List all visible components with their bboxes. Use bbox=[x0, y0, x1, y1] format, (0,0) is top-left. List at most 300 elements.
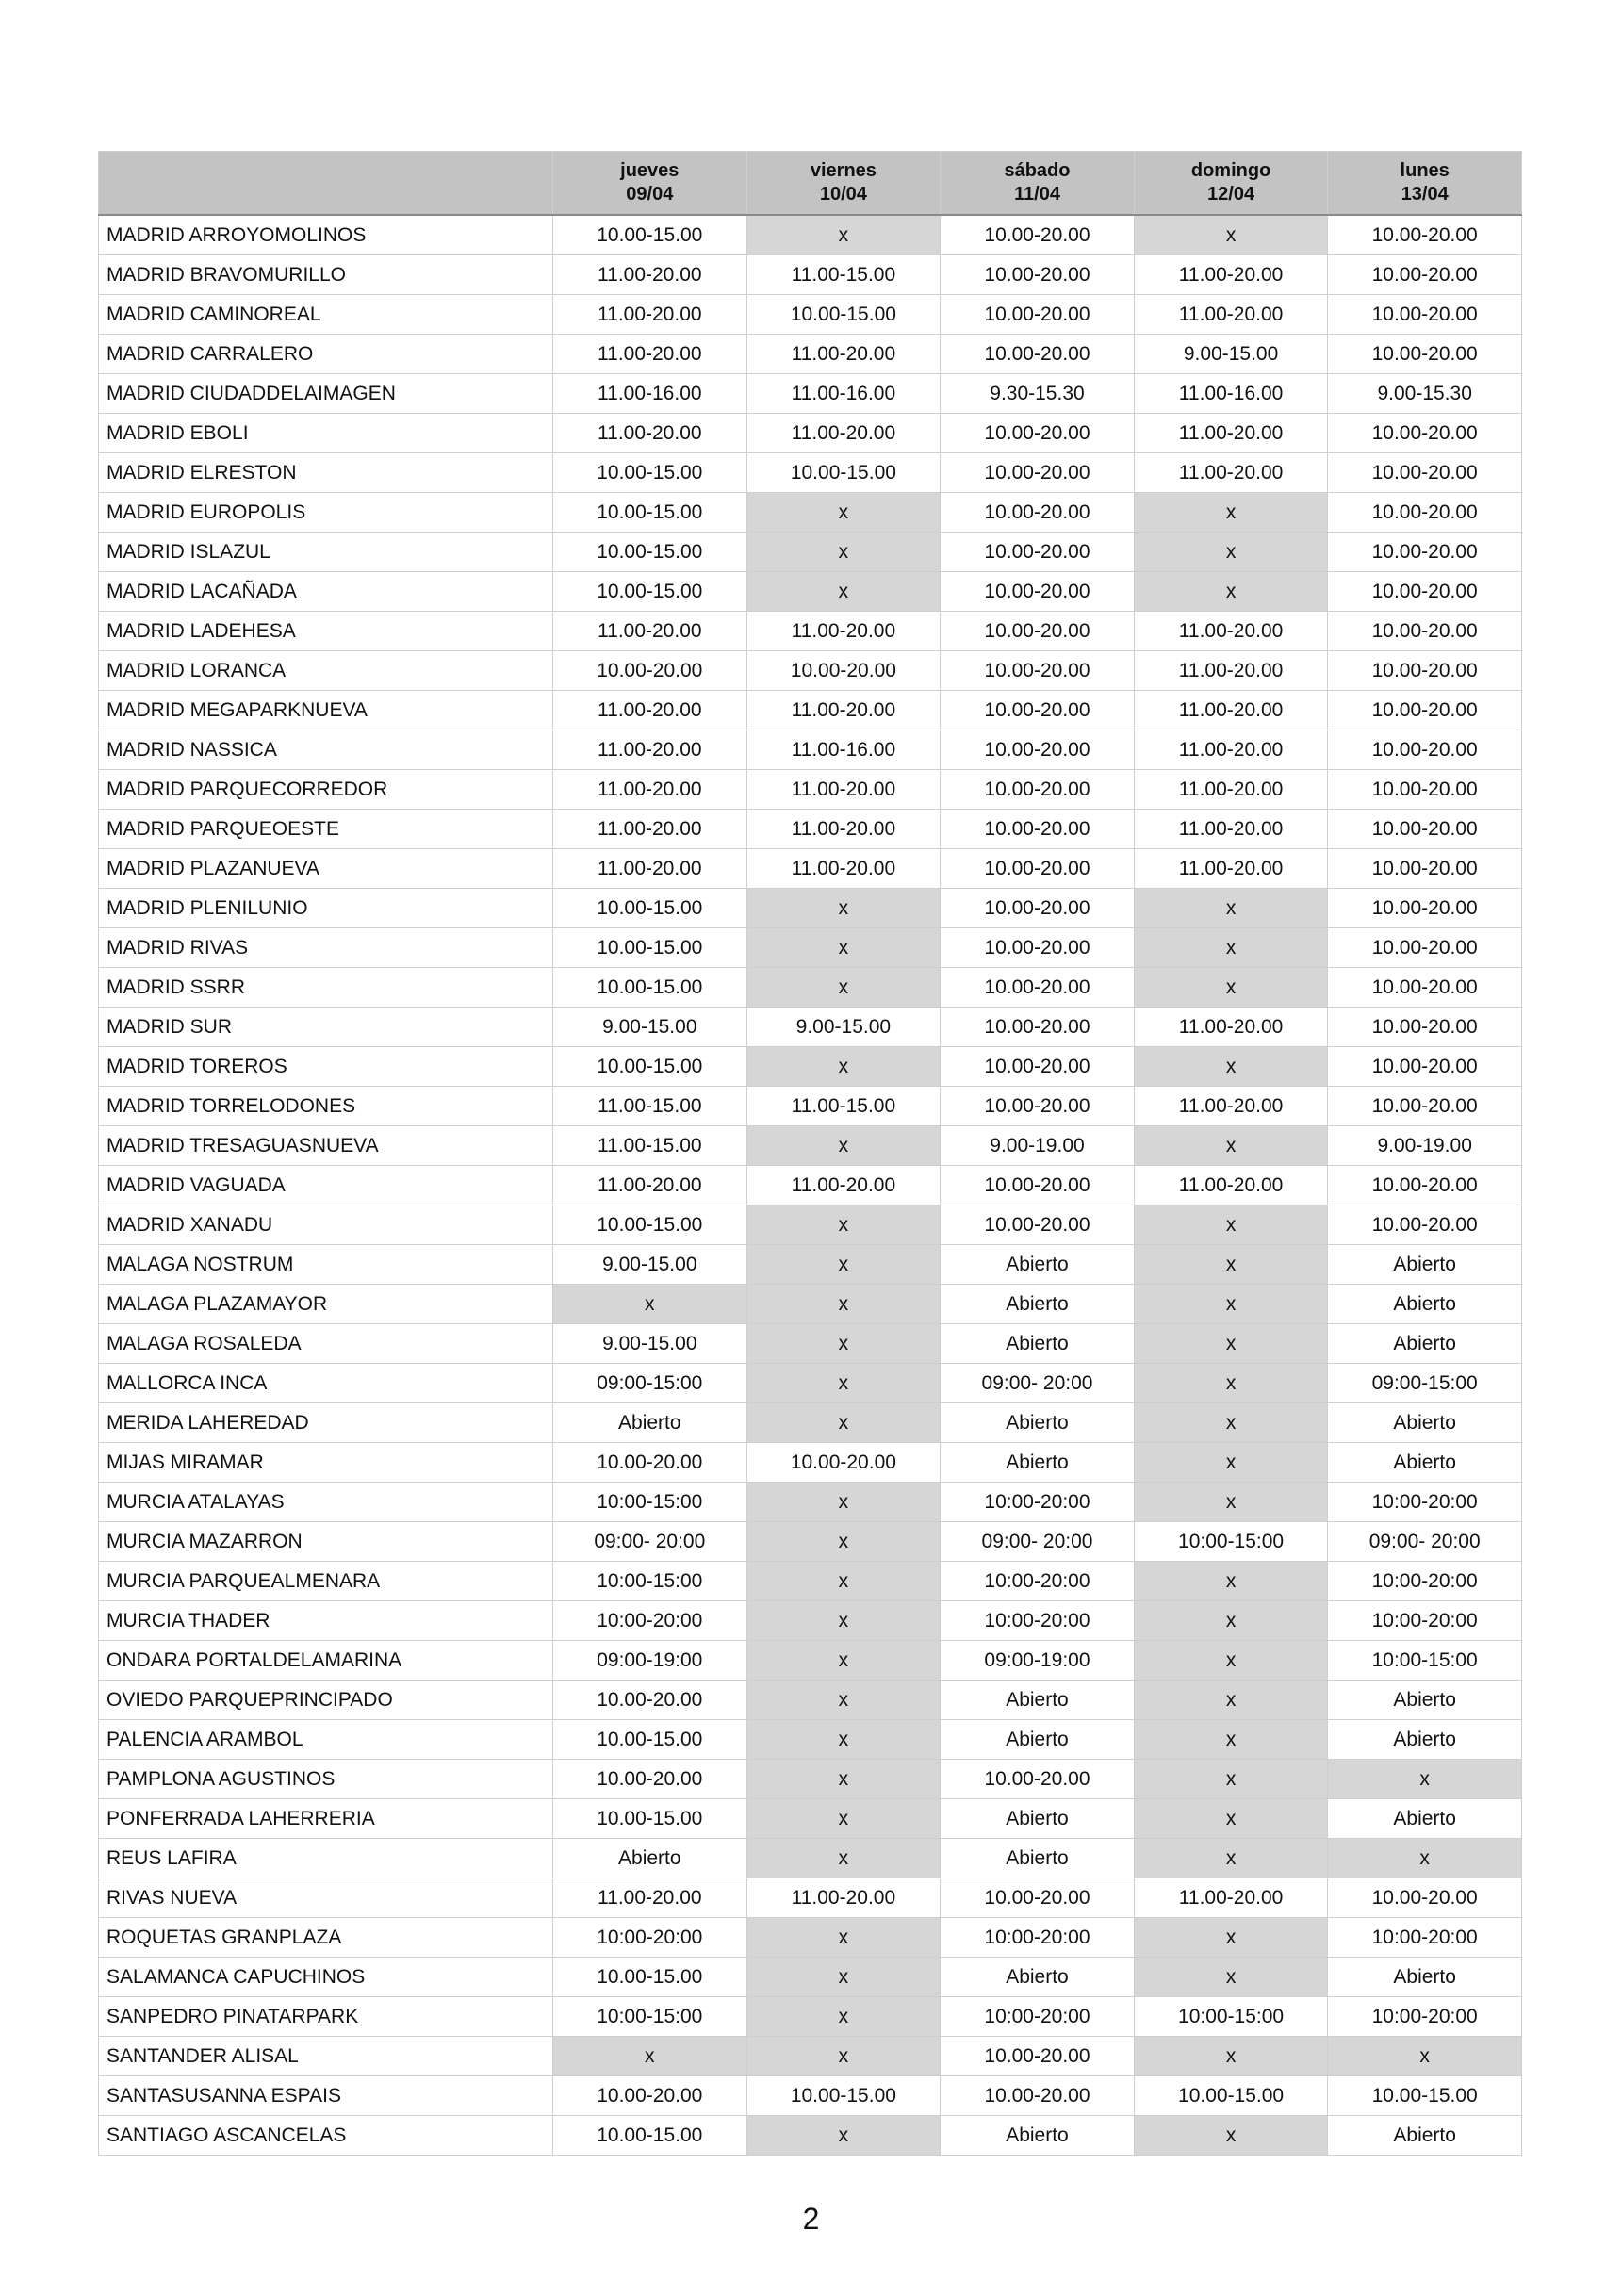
hours-cell: 10.00-20.00 bbox=[553, 1760, 747, 1799]
store-name-cell: ROQUETAS GRANPLAZA bbox=[99, 1918, 553, 1958]
table-row bbox=[99, 1008, 1522, 1047]
hours-cell: x bbox=[746, 1403, 941, 1443]
table-row bbox=[99, 1958, 1522, 1997]
hours-cell: 10.00-20.00 bbox=[941, 770, 1135, 810]
hours-cell: x bbox=[746, 215, 941, 255]
store-name-cell: MURCIA ATALAYAS bbox=[99, 1483, 553, 1522]
hours-cell: Abierto bbox=[941, 2116, 1135, 2156]
hours-cell: 10.00-15.00 bbox=[553, 928, 747, 968]
hours-cell: 9.30-15.30 bbox=[941, 374, 1135, 414]
hours-cell: x bbox=[746, 1958, 941, 1997]
hours-cell: x bbox=[746, 1126, 941, 1166]
hours-cell: 10.00-15.00 bbox=[1328, 2076, 1522, 2116]
hours-cell: 11.00-20.00 bbox=[1134, 691, 1328, 730]
hours-cell: Abierto bbox=[941, 1720, 1135, 1760]
table-row bbox=[99, 1839, 1522, 1878]
store-name-cell: MADRID BRAVOMURILLO bbox=[99, 255, 553, 295]
hours-cell: 10.00-20.00 bbox=[941, 1205, 1135, 1245]
hours-cell: Abierto bbox=[941, 1681, 1135, 1720]
day-date: 09/04 bbox=[626, 184, 674, 205]
header-day bbox=[746, 152, 941, 216]
hours-cell: x bbox=[746, 1760, 941, 1799]
hours-cell: Abierto bbox=[941, 1443, 1135, 1483]
hours-cell: 11.00-20.00 bbox=[553, 1878, 747, 1918]
hours-cell: x bbox=[1134, 1205, 1328, 1245]
hours-cell: 9.00-19.00 bbox=[941, 1126, 1135, 1166]
hours-cell: x bbox=[1134, 2037, 1328, 2076]
hours-cell: 10:00-20:00 bbox=[553, 1918, 747, 1958]
table-row bbox=[99, 1324, 1522, 1364]
day-name: viernes bbox=[810, 160, 877, 181]
hours-cell: 10.00-20.00 bbox=[941, 533, 1135, 572]
hours-cell: 10.00-15.00 bbox=[553, 2116, 747, 2156]
hours-cell: 10:00-20:00 bbox=[1328, 1483, 1522, 1522]
hours-cell: 9.00-15.00 bbox=[553, 1324, 747, 1364]
hours-cell: 10.00-20.00 bbox=[941, 1166, 1135, 1205]
hours-cell: 10.00-15.00 bbox=[746, 453, 941, 493]
hours-cell: 10.00-20.00 bbox=[553, 1681, 747, 1720]
store-name-cell: MADRID TOREROS bbox=[99, 1047, 553, 1087]
hours-cell: 11.00-20.00 bbox=[1134, 1166, 1328, 1205]
hours-cell: 9.00-15.00 bbox=[746, 1008, 941, 1047]
hours-cell: 10.00-20.00 bbox=[1328, 1166, 1522, 1205]
hours-cell: 9.00-15.00 bbox=[553, 1008, 747, 1047]
hours-cell: 11.00-20.00 bbox=[746, 1878, 941, 1918]
store-name-cell: PONFERRADA LAHERRERIA bbox=[99, 1799, 553, 1839]
hours-cell: 10.00-20.00 bbox=[1328, 770, 1522, 810]
header-store-column bbox=[99, 152, 553, 216]
header-day bbox=[1328, 152, 1522, 216]
store-name-cell: REUS LAFIRA bbox=[99, 1839, 553, 1878]
hours-cell: 10:00-15:00 bbox=[1328, 1641, 1522, 1681]
table-row bbox=[99, 335, 1522, 374]
table-row bbox=[99, 374, 1522, 414]
hours-cell: 11.00-20.00 bbox=[553, 1166, 747, 1205]
hours-cell: 10.00-20.00 bbox=[1328, 810, 1522, 849]
hours-cell: Abierto bbox=[1328, 1324, 1522, 1364]
hours-cell: 11.00-15.00 bbox=[746, 255, 941, 295]
hours-cell: 10.00-15.00 bbox=[746, 2076, 941, 2116]
hours-cell: Abierto bbox=[941, 1285, 1135, 1324]
hours-cell: Abierto bbox=[1328, 1443, 1522, 1483]
hours-cell: 10.00-20.00 bbox=[941, 414, 1135, 453]
hours-cell: 10.00-20.00 bbox=[941, 928, 1135, 968]
store-name-cell: MADRID PLAZANUEVA bbox=[99, 849, 553, 889]
hours-cell: 10:00-20:00 bbox=[941, 1601, 1135, 1641]
hours-cell: Abierto bbox=[1328, 1799, 1522, 1839]
hours-cell: 11.00-20.00 bbox=[1134, 612, 1328, 651]
hours-cell: 10.00-15.00 bbox=[553, 1799, 747, 1839]
hours-cell: x bbox=[1134, 1483, 1328, 1522]
hours-cell: 10.00-15.00 bbox=[553, 453, 747, 493]
header-row bbox=[99, 152, 1522, 216]
hours-cell: 11.00-20.00 bbox=[1134, 651, 1328, 691]
hours-cell: 11.00-20.00 bbox=[553, 414, 747, 453]
hours-cell: 10.00-20.00 bbox=[941, 1087, 1135, 1126]
hours-cell: Abierto bbox=[1328, 1245, 1522, 1285]
hours-cell: Abierto bbox=[1328, 1403, 1522, 1443]
store-name-cell: ONDARA PORTALDELAMARINA bbox=[99, 1641, 553, 1681]
hours-cell: x bbox=[1134, 928, 1328, 968]
hours-cell: 11.00-20.00 bbox=[553, 691, 747, 730]
hours-cell: x bbox=[1134, 572, 1328, 612]
hours-cell: 10.00-20.00 bbox=[941, 889, 1135, 928]
hours-cell: 10.00-15.00 bbox=[553, 889, 747, 928]
hours-cell: 11.00-20.00 bbox=[1134, 730, 1328, 770]
store-name-cell: SANTIAGO ASCANCELAS bbox=[99, 2116, 553, 2156]
hours-cell: x bbox=[746, 1522, 941, 1562]
hours-cell: 10:00-15:00 bbox=[553, 1562, 747, 1601]
table-row bbox=[99, 1878, 1522, 1918]
hours-cell: 10.00-20.00 bbox=[941, 493, 1135, 533]
hours-cell: 10.00-20.00 bbox=[941, 730, 1135, 770]
store-name-cell: MADRID LADEHESA bbox=[99, 612, 553, 651]
hours-cell: 10.00-20.00 bbox=[1328, 414, 1522, 453]
table-row bbox=[99, 1601, 1522, 1641]
hours-cell: 10.00-20.00 bbox=[553, 651, 747, 691]
hours-cell: Abierto bbox=[1328, 1285, 1522, 1324]
table-row bbox=[99, 1720, 1522, 1760]
hours-cell: Abierto bbox=[1328, 1958, 1522, 1997]
table-row bbox=[99, 255, 1522, 295]
table-row bbox=[99, 1760, 1522, 1799]
hours-cell: 10.00-20.00 bbox=[1328, 889, 1522, 928]
hours-cell: 10.00-20.00 bbox=[1328, 849, 1522, 889]
day-name: domingo bbox=[1190, 160, 1271, 181]
table-row bbox=[99, 691, 1522, 730]
table-row bbox=[99, 810, 1522, 849]
hours-cell: x bbox=[746, 1918, 941, 1958]
table-row bbox=[99, 1166, 1522, 1205]
hours-cell: 11.00-20.00 bbox=[746, 770, 941, 810]
day-date: 11/04 bbox=[1014, 184, 1060, 205]
store-name-cell: MADRID EBOLI bbox=[99, 414, 553, 453]
hours-cell: 10.00-15.00 bbox=[553, 215, 747, 255]
hours-cell: 10.00-20.00 bbox=[1328, 1878, 1522, 1918]
store-name-cell: MURCIA THADER bbox=[99, 1601, 553, 1641]
hours-cell: 11.00-20.00 bbox=[746, 849, 941, 889]
hours-cell: 10.00-20.00 bbox=[941, 1878, 1135, 1918]
table-row bbox=[99, 414, 1522, 453]
table-row bbox=[99, 1522, 1522, 1562]
hours-cell: x bbox=[746, 1562, 941, 1601]
hours-cell: 10.00-15.00 bbox=[553, 1720, 747, 1760]
hours-cell: x bbox=[1134, 1601, 1328, 1641]
hours-cell: x bbox=[746, 572, 941, 612]
hours-cell: 09:00- 20:00 bbox=[553, 1522, 747, 1562]
day-date: 12/04 bbox=[1207, 184, 1255, 205]
page-number: 2 bbox=[802, 2202, 820, 2236]
hours-cell: 11.00-20.00 bbox=[553, 810, 747, 849]
hours-cell: x bbox=[1328, 1760, 1522, 1799]
hours-cell: 10:00-20:00 bbox=[941, 1483, 1135, 1522]
table-row bbox=[99, 612, 1522, 651]
hours-cell: 10.00-20.00 bbox=[1328, 928, 1522, 968]
hours-cell: 10.00-20.00 bbox=[553, 2076, 747, 2116]
store-name-cell: MADRID MEGAPARKNUEVA bbox=[99, 691, 553, 730]
hours-cell: 10.00-20.00 bbox=[941, 453, 1135, 493]
hours-cell: 09:00-19:00 bbox=[553, 1641, 747, 1681]
hours-cell: 10.00-20.00 bbox=[1328, 255, 1522, 295]
hours-cell: x bbox=[746, 1483, 941, 1522]
hours-cell: 10.00-20.00 bbox=[1328, 730, 1522, 770]
hours-cell: 9.00-15.00 bbox=[1134, 335, 1328, 374]
hours-cell: x bbox=[746, 1285, 941, 1324]
table-row bbox=[99, 453, 1522, 493]
table-row bbox=[99, 1126, 1522, 1166]
hours-cell: 10.00-20.00 bbox=[941, 810, 1135, 849]
hours-cell: x bbox=[1328, 2037, 1522, 2076]
table-row bbox=[99, 1997, 1522, 2037]
hours-cell: x bbox=[746, 928, 941, 968]
hours-cell: x bbox=[1134, 1324, 1328, 1364]
schedule-body bbox=[99, 215, 1522, 2156]
hours-cell: 10.00-15.00 bbox=[553, 1958, 747, 1997]
hours-cell: 11.00-20.00 bbox=[1134, 770, 1328, 810]
hours-cell: 10.00-20.00 bbox=[941, 295, 1135, 335]
hours-cell: 11.00-20.00 bbox=[553, 849, 747, 889]
table-row bbox=[99, 1443, 1522, 1483]
hours-cell: x bbox=[746, 493, 941, 533]
hours-cell: Abierto bbox=[1328, 1720, 1522, 1760]
hours-cell: Abierto bbox=[1328, 2116, 1522, 2156]
hours-cell: 10.00-20.00 bbox=[1328, 295, 1522, 335]
hours-cell: x bbox=[1134, 1720, 1328, 1760]
table-row bbox=[99, 2076, 1522, 2116]
hours-cell: 09:00- 20:00 bbox=[1328, 1522, 1522, 1562]
hours-cell: x bbox=[1328, 1839, 1522, 1878]
hours-cell: 10:00-15:00 bbox=[1134, 1522, 1328, 1562]
hours-cell: 10.00-20.00 bbox=[1328, 493, 1522, 533]
hours-cell: 10.00-20.00 bbox=[941, 968, 1135, 1008]
store-name-cell: MADRID TRESAGUASNUEVA bbox=[99, 1126, 553, 1166]
hours-cell: 09:00-19:00 bbox=[941, 1641, 1135, 1681]
hours-cell: 10.00-20.00 bbox=[1328, 612, 1522, 651]
hours-cell: 10.00-20.00 bbox=[941, 215, 1135, 255]
hours-cell: 10.00-15.00 bbox=[553, 1047, 747, 1087]
hours-cell: 10.00-20.00 bbox=[1328, 968, 1522, 1008]
store-name-cell: PAMPLONA AGUSTINOS bbox=[99, 1760, 553, 1799]
hours-cell: Abierto bbox=[941, 1403, 1135, 1443]
table-row bbox=[99, 1403, 1522, 1443]
store-name-cell: MADRID SSRR bbox=[99, 968, 553, 1008]
hours-cell: 10.00-20.00 bbox=[941, 612, 1135, 651]
table-row bbox=[99, 215, 1522, 255]
hours-cell: Abierto bbox=[941, 1958, 1135, 1997]
store-name-cell: SANTANDER ALISAL bbox=[99, 2037, 553, 2076]
hours-cell: 10.00-15.00 bbox=[553, 968, 747, 1008]
hours-cell: x bbox=[1134, 533, 1328, 572]
hours-cell: 10.00-20.00 bbox=[1328, 533, 1522, 572]
hours-cell: x bbox=[553, 1285, 747, 1324]
hours-cell: x bbox=[746, 1641, 941, 1681]
day-name: sábado bbox=[1004, 160, 1071, 181]
header-day bbox=[1134, 152, 1328, 216]
hours-cell: 10.00-20.00 bbox=[941, 1008, 1135, 1047]
table-row bbox=[99, 730, 1522, 770]
store-name-cell: SALAMANCA CAPUCHINOS bbox=[99, 1958, 553, 1997]
hours-cell: 11.00-20.00 bbox=[553, 335, 747, 374]
hours-cell: x bbox=[1134, 1760, 1328, 1799]
hours-cell: x bbox=[1134, 968, 1328, 1008]
table-row bbox=[99, 1205, 1522, 1245]
hours-cell: 11.00-20.00 bbox=[1134, 255, 1328, 295]
hours-cell: x bbox=[1134, 493, 1328, 533]
hours-cell: 10.00-15.00 bbox=[746, 295, 941, 335]
hours-cell: 10.00-20.00 bbox=[1328, 1087, 1522, 1126]
store-name-cell: MADRID ISLAZUL bbox=[99, 533, 553, 572]
store-name-cell: MADRID PARQUECORREDOR bbox=[99, 770, 553, 810]
hours-cell: 10.00-20.00 bbox=[941, 2076, 1135, 2116]
hours-cell: 10.00-20.00 bbox=[1328, 691, 1522, 730]
hours-cell: 10:00-15:00 bbox=[1134, 1997, 1328, 2037]
hours-cell: x bbox=[746, 2037, 941, 2076]
hours-cell: x bbox=[746, 1839, 941, 1878]
hours-cell: 11.00-20.00 bbox=[746, 691, 941, 730]
hours-cell: x bbox=[746, 1799, 941, 1839]
table-row bbox=[99, 295, 1522, 335]
table-row bbox=[99, 849, 1522, 889]
store-name-cell: MALAGA PLAZAMAYOR bbox=[99, 1285, 553, 1324]
table-row bbox=[99, 1245, 1522, 1285]
hours-cell: 10.00-15.00 bbox=[553, 493, 747, 533]
hours-cell: 09:00- 20:00 bbox=[941, 1364, 1135, 1403]
hours-cell: 11.00-20.00 bbox=[1134, 1878, 1328, 1918]
hours-cell: 11.00-20.00 bbox=[553, 730, 747, 770]
store-name-cell: MADRID CARRALERO bbox=[99, 335, 553, 374]
hours-cell: x bbox=[746, 1047, 941, 1087]
hours-cell: 10.00-15.00 bbox=[553, 533, 747, 572]
table-row bbox=[99, 1562, 1522, 1601]
hours-cell: 9.00-15.00 bbox=[553, 1245, 747, 1285]
hours-cell: 10.00-20.00 bbox=[1328, 1047, 1522, 1087]
hours-cell: 10.00-20.00 bbox=[746, 651, 941, 691]
hours-cell: Abierto bbox=[1328, 1681, 1522, 1720]
hours-cell: 11.00-16.00 bbox=[1134, 374, 1328, 414]
hours-cell: 09:00- 20:00 bbox=[941, 1522, 1135, 1562]
store-name-cell: MURCIA PARQUEALMENARA bbox=[99, 1562, 553, 1601]
hours-cell: x bbox=[746, 533, 941, 572]
hours-cell: x bbox=[1134, 1126, 1328, 1166]
store-name-cell: MALLORCA INCA bbox=[99, 1364, 553, 1403]
hours-cell: 11.00-20.00 bbox=[553, 612, 747, 651]
hours-cell: x bbox=[1134, 889, 1328, 928]
store-name-cell: MADRID ELRESTON bbox=[99, 453, 553, 493]
hours-cell: 10:00-20:00 bbox=[1328, 1562, 1522, 1601]
hours-cell: 10.00-20.00 bbox=[1328, 1008, 1522, 1047]
hours-cell: x bbox=[1134, 1641, 1328, 1681]
hours-cell: 11.00-20.00 bbox=[553, 255, 747, 295]
header-day bbox=[553, 152, 747, 216]
store-hours-table bbox=[98, 151, 1522, 2156]
hours-cell: x bbox=[746, 968, 941, 1008]
hours-cell: Abierto bbox=[553, 1839, 747, 1878]
hours-cell: x bbox=[746, 889, 941, 928]
hours-cell: 10:00-20:00 bbox=[1328, 1918, 1522, 1958]
hours-cell: 10:00-20:00 bbox=[1328, 1997, 1522, 2037]
hours-cell: 10:00-20:00 bbox=[941, 1562, 1135, 1601]
store-name-cell: MALAGA ROSALEDA bbox=[99, 1324, 553, 1364]
hours-cell: 10.00-20.00 bbox=[1328, 1205, 1522, 1245]
hours-cell: 10.00-20.00 bbox=[941, 651, 1135, 691]
hours-cell: x bbox=[1134, 1839, 1328, 1878]
store-name-cell: MIJAS MIRAMAR bbox=[99, 1443, 553, 1483]
hours-cell: x bbox=[1134, 1918, 1328, 1958]
store-name-cell: SANPEDRO PINATARPARK bbox=[99, 1997, 553, 2037]
hours-cell: x bbox=[746, 1205, 941, 1245]
store-name-cell: MADRID PARQUEOESTE bbox=[99, 810, 553, 849]
store-name-cell: MADRID EUROPOLIS bbox=[99, 493, 553, 533]
store-name-cell: RIVAS NUEVA bbox=[99, 1878, 553, 1918]
hours-cell: 10.00-20.00 bbox=[1328, 572, 1522, 612]
hours-cell: 10.00-20.00 bbox=[746, 1443, 941, 1483]
store-name-cell: OVIEDO PARQUEPRINCIPADO bbox=[99, 1681, 553, 1720]
table-row bbox=[99, 1918, 1522, 1958]
store-name-cell: MADRID PLENILUNIO bbox=[99, 889, 553, 928]
hours-cell: 11.00-15.00 bbox=[746, 1087, 941, 1126]
table-row bbox=[99, 770, 1522, 810]
hours-cell: 11.00-20.00 bbox=[1134, 810, 1328, 849]
hours-cell: 11.00-20.00 bbox=[553, 770, 747, 810]
table-row bbox=[99, 493, 1522, 533]
store-name-cell: PALENCIA ARAMBOL bbox=[99, 1720, 553, 1760]
store-name-cell: MADRID ARROYOMOLINOS bbox=[99, 215, 553, 255]
store-name-cell: MADRID CIUDADDELAIMAGEN bbox=[99, 374, 553, 414]
hours-cell: 10:00-20:00 bbox=[1328, 1601, 1522, 1641]
table-row bbox=[99, 889, 1522, 928]
hours-cell: x bbox=[1134, 1364, 1328, 1403]
hours-cell: 10:00-15:00 bbox=[553, 1483, 747, 1522]
table-row bbox=[99, 533, 1522, 572]
hours-cell: 11.00-16.00 bbox=[746, 374, 941, 414]
hours-cell: 11.00-20.00 bbox=[746, 414, 941, 453]
hours-cell: 10.00-20.00 bbox=[1328, 215, 1522, 255]
table-row bbox=[99, 928, 1522, 968]
hours-cell: x bbox=[1134, 215, 1328, 255]
hours-cell: 10.00-20.00 bbox=[941, 2037, 1135, 2076]
table-row bbox=[99, 1285, 1522, 1324]
hours-cell: 11.00-20.00 bbox=[746, 612, 941, 651]
store-name-cell: MADRID SUR bbox=[99, 1008, 553, 1047]
hours-cell: 10.00-20.00 bbox=[553, 1443, 747, 1483]
hours-cell: 10.00-20.00 bbox=[1328, 335, 1522, 374]
hours-cell: 10.00-20.00 bbox=[941, 1760, 1135, 1799]
hours-cell: x bbox=[1134, 1681, 1328, 1720]
hours-cell: 11.00-20.00 bbox=[1134, 414, 1328, 453]
store-name-cell: MALAGA NOSTRUM bbox=[99, 1245, 553, 1285]
table-row bbox=[99, 2037, 1522, 2076]
hours-cell: 11.00-16.00 bbox=[553, 374, 747, 414]
hours-cell: 11.00-20.00 bbox=[1134, 1087, 1328, 1126]
hours-cell: 10.00-15.00 bbox=[553, 1205, 747, 1245]
day-date: 13/04 bbox=[1401, 184, 1449, 205]
hours-cell: 10:00-20:00 bbox=[941, 1918, 1135, 1958]
store-name-cell: MADRID RIVAS bbox=[99, 928, 553, 968]
hours-cell: x bbox=[1134, 1403, 1328, 1443]
table-row bbox=[99, 2116, 1522, 2156]
day-name: jueves bbox=[620, 160, 680, 181]
table-row bbox=[99, 1641, 1522, 1681]
store-name-cell: MADRID VAGUADA bbox=[99, 1166, 553, 1205]
table-row bbox=[99, 1681, 1522, 1720]
hours-cell: 10.00-15.00 bbox=[553, 572, 747, 612]
hours-cell: Abierto bbox=[553, 1403, 747, 1443]
day-name: lunes bbox=[1400, 160, 1450, 181]
hours-cell: Abierto bbox=[941, 1799, 1135, 1839]
store-name-cell: MADRID LORANCA bbox=[99, 651, 553, 691]
day-date: 10/04 bbox=[819, 184, 867, 205]
hours-cell: x bbox=[553, 2037, 747, 2076]
